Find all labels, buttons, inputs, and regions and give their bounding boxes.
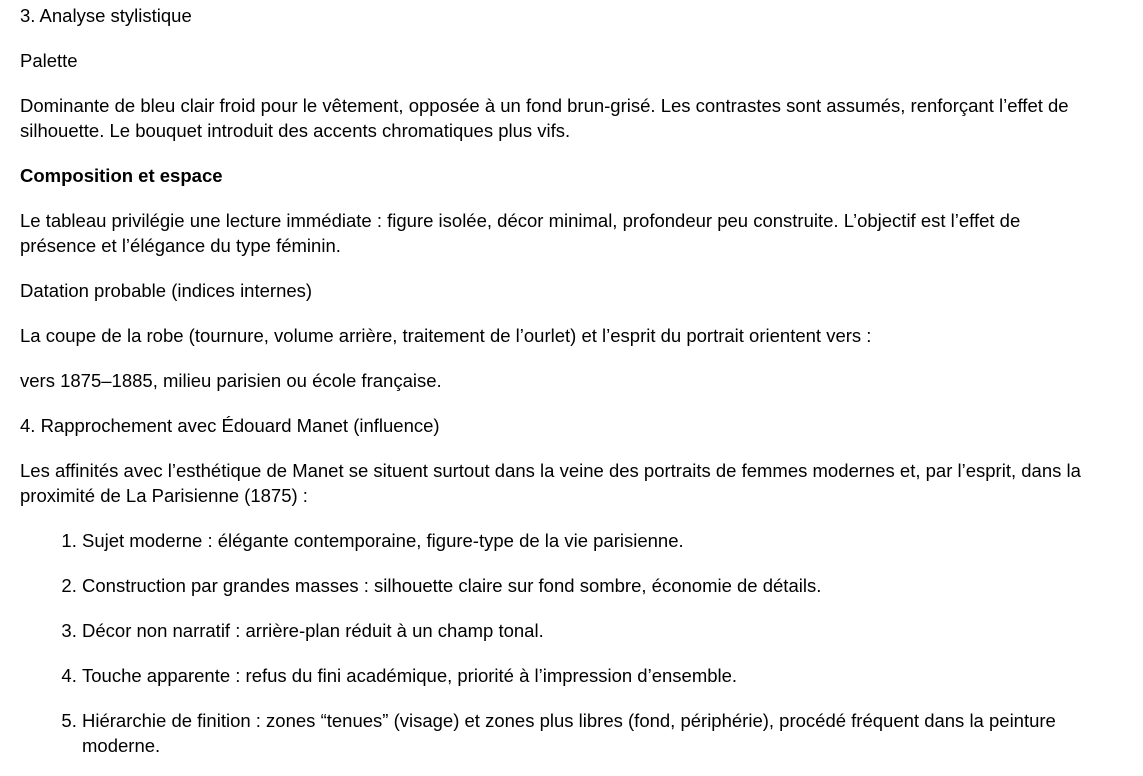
datation-paragraph: La coupe de la robe (tournure, volume arrière, traitement de l’ourlet) et l’esprit du portrait orientent vers :	[20, 325, 872, 346]
composition-heading: Composition et espace	[20, 165, 223, 186]
datation-result: vers 1875–1885, milieu parisien ou école française.	[20, 370, 442, 391]
list-item: 4. Touche apparente : refus du fini académique, priorité à l’impression d’ensemble.	[82, 663, 1090, 688]
list-item: 2. Construction par grandes masses : silhouette claire sur fond sombre, économie de détails.	[82, 573, 1090, 598]
palette-heading: Palette	[20, 50, 78, 71]
manet-affinities-list	[20, 528, 1090, 758]
section-4-title: 4. Rapprochement avec Édouard Manet (influence)	[20, 415, 440, 436]
datation-heading: Datation probable (indices internes)	[20, 280, 313, 301]
section-3-title: 3. Analyse stylistique	[20, 5, 192, 26]
list-item: 1. Sujet moderne : élégante contemporaine, figure-type de la vie parisienne.	[82, 528, 1090, 553]
manet-intro-paragraph: Les affinités avec l’esthétique de Manet se situent surtout dans la veine des portraits de femmes modernes et, par l’esprit, dans la proximité de La Parisienne (1875) :	[20, 460, 1081, 506]
composition-paragraph: Le tableau privilégie une lecture immédiate : figure isolée, décor minimal, profondeur peu construite. L’objectif est l’effet de présence et l’élégance du type féminin.	[20, 210, 1021, 256]
palette-paragraph: Dominante de bleu clair froid pour le vêtement, opposée à un fond brun-grisé. Les contrastes sont assumés, renforçant l’effet de silhouette. Le bouquet introduit des accents chromatiques plus vifs.	[20, 95, 1069, 141]
list-item: 3. Décor non narratif : arrière-plan réduit à un champ tonal.	[82, 618, 1090, 643]
list-item: 5. Hiérarchie de finition : zones “tenues” (visage) et zones plus libres (fond, périphérie), procédé fréquent dans la peinture moderne.	[82, 708, 1090, 758]
